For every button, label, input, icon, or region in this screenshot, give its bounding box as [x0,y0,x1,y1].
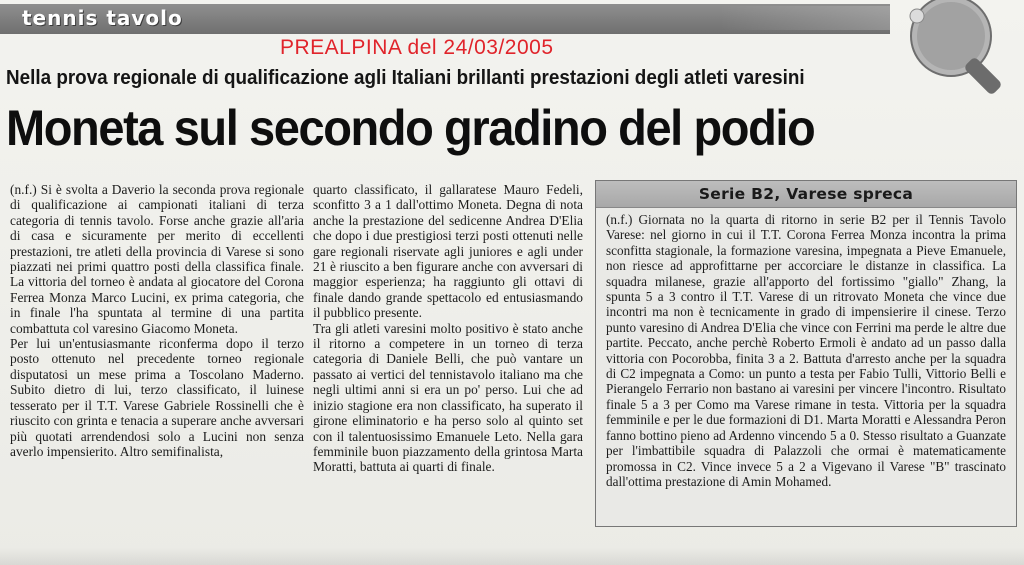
article-column-1: (n.f.) Si è svolta a Daverio la seconda prova regionale di qualificazione ai campionati italiani di terza categoria di tennis tavolo. Forse anche grazie all'aria di casa e sicuramente per merito di eccellenti prestazioni, tre atleti della provincia di Varese si sono piazzati nei primi quattro posti della classifica finale. La vittoria del torneo è andata al giocatore del Corona Ferrea Monza Marco Lucini, ex prima categoria, che in finale l'ha spuntata al termine di una partita combattuta col varesino Giacomo Moneta. Per lui un'entusiasmante riconferma dopo il terzo posto ottenuto nel precedente torneo regionale disputatosi un mese prima a Toscolano Maderno. Subito dietro di lui, terzo classificato, il luinese tesserato per il T.T. Varese Gabriele Rossinelli che è riuscito con grinta e tenacia a superare anche avversari più quotati arrendendosi solo a Lucini non senza averlo impensierito. Altro semifinalista, [10,182,304,459]
article-column-2: quarto classificato, il gallaratese Mauro Fedeli, sconfitto 3 a 1 dall'ottimo Moneta. Degna di nota anche la prestazione del sedicenne Andrea D'Elia che dopo i due prestigiosi terzi posti ottenuti nelle gare regionali riservate agli juniores e agli under 21 è riuscito a ben figurare anche con avversari di maggior esperienza; ha raggiunto gli ottavi di finale dando grande spettacolo ed entusiasmando il pubblico presente. Tra gli atleti varesini molto positivo è stato anche il ritorno a competere in un torneo di terza categoria di Daniele Belli, che può vantare un passato ai vertici del tennistavolo italiano ma che negli ultimi anni si era un po' perso. Lui che ad inizio stagione era non classificato, ha superato il girone eliminatorio e ha perso solo al quinto set con il talentuosissimo Emanuele Leto. Nella gara femminile buon piazzamento della grintosa Marta Moratti, battuta ai quarti di finale. [313,182,583,475]
ping-pong-paddle-icon [905,0,1024,100]
article-headline: Moneta sul secondo gradino del podio [6,100,815,156]
sidebar-box [595,180,1017,527]
section-label: tennis tavolo [22,6,183,30]
sidebar-body: (n.f.) Giornata no la quarta di ritorno in serie B2 per il Tennis Tavolo Varese: nel giorno in cui il T.T. Corona Ferrea Monza incontra la prima sconfitta stagionale, la formazione varesina, impegnata a Pieve Emanuele, non riesce ad approfittarne per accorciare le distanze in classifica. La squadra milanese, grazie all'apporto del fortissimo "giallo" Zhang, la spunta 5 a 3 contro il T.T. Varese di un ritrovato Moneta che vince due incontri ma non è tecnicamente in grado di impensierire il cinese. Terzo punto varesino di Andrea D'Elia che vince con Ferrini ma perde le altre due partite. Peccato, anche perchè Roberto Ermoli è andato ad un passo dalla vittoria con Pocorobba, finita 3 a 2. Battuta d'arresto anche per la squadra di C2 impegnata a Como: un punto a testa per Fabio Tulli, Vittorio Belli e Pierangelo Ferrario non bastano ai varesini per vincere l'incontro. Risultato finale 5 a 3 per Como ma Varese rimane in testa. Vittoria per la squadra femminile e per le due formazioni di D1. Marta Moratti e Alessandra Peron fanno bottino pieno ad Ardenno vincendo 5 a 0. Stesso risultato a Guanzate per l'imbattibile squadra di Palazzoli che ormai è matematicamente promossa in C2. Vince invece 5 a 2 a Vigevano il Varese "B" trascinato dall'ottima prestazione di Amin Mohamed. [606,212,1006,489]
sidebar-title: Serie B2, Varese spreca [698,185,914,203]
band-fade [720,6,890,30]
paper-bottom-shadow [0,547,1024,565]
article-kicker: Nella prova regionale di qualificazione agli Italiani brillanti prestazioni degli atleti varesini [6,66,805,89]
sidebar-title-bar [596,181,1016,208]
source-stamp: PREALPINA del 24/03/2005 [280,36,554,59]
